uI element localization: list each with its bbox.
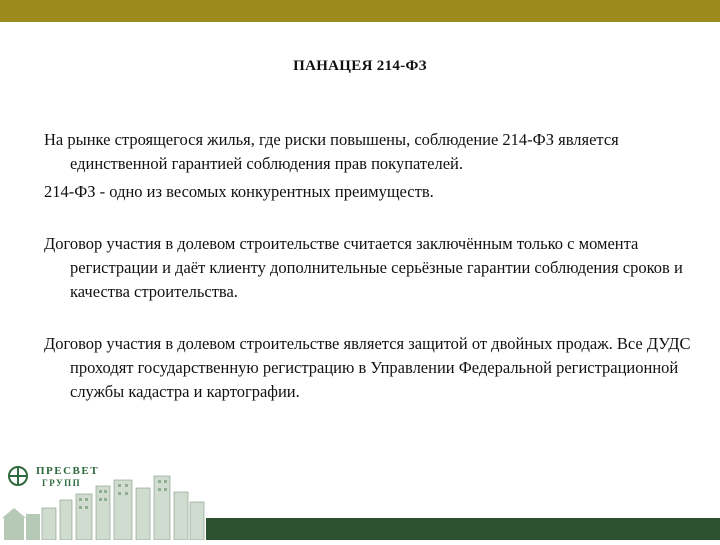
bottom-accent-bar (206, 518, 720, 540)
buildings-illustration (2, 458, 207, 540)
slide-title: ПАНАЦЕЯ 214-ФЗ (293, 58, 427, 74)
top-accent-bar (0, 0, 720, 22)
paragraph-4: Договор участия в долевом строительстве является защитой от двойных продаж. Все ДУДС проходят государственную регистрацию в Управлении Федеральной регистрационной службы кадастра и картографии. (44, 334, 691, 401)
paragraph-3: Договор участия в долевом строительстве считается заключённым только с момента регистрации и даёт клиенту дополнительные серьёзные гарантии соблюдения сроков и качества строительства. (44, 234, 683, 301)
logo-name: ПРЕСВЕТ (36, 465, 100, 477)
slide-body (44, 128, 694, 404)
company-logo (2, 458, 207, 540)
logo-subname: ГРУПП (42, 478, 82, 488)
paragraph-1: На рынке строящегося жилья, где риски повышены, соблюдение 214-ФЗ является единственной гарантией соблюдения прав покупателей. (44, 130, 619, 173)
paragraph-2: 214-ФЗ - одно из весомых конкурентных преимуществ. (44, 182, 434, 201)
